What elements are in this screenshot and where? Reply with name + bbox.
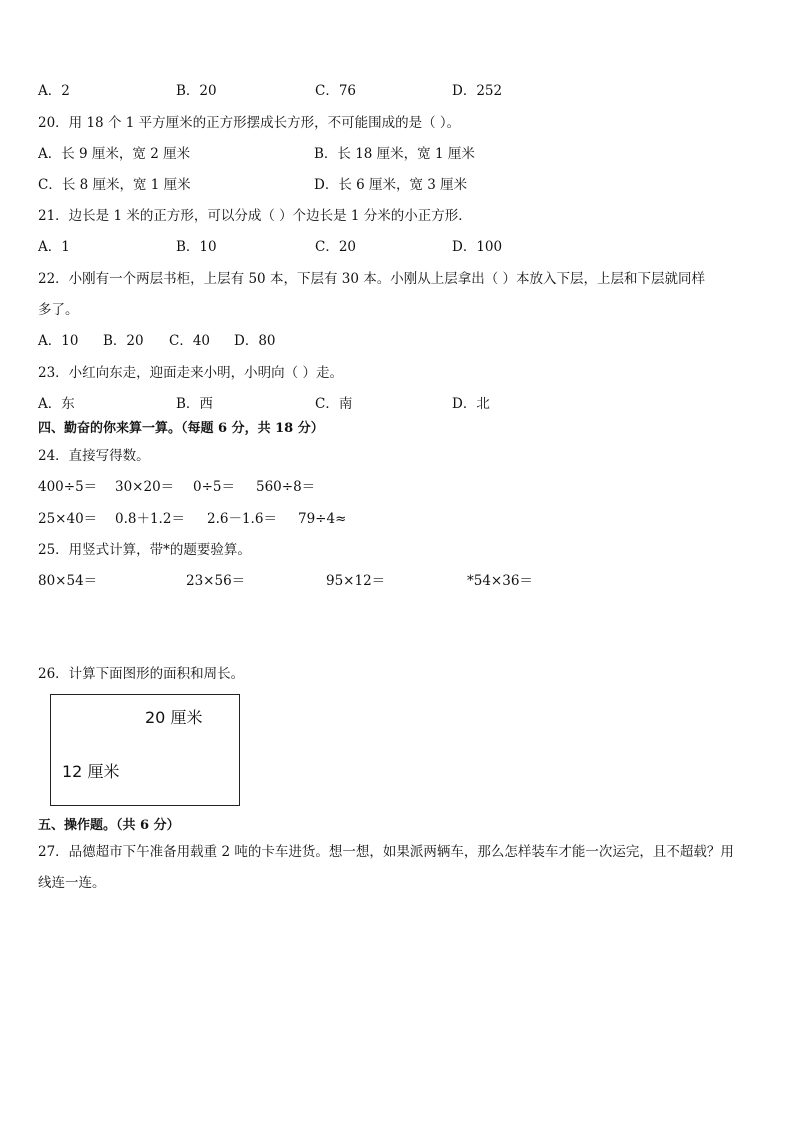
- q20-stem: 20．用 18 个 1 平方厘米的正方形摆成长方形，不可能围成的是（ ）。: [38, 115, 461, 131]
- q19-option-b: B．20: [176, 83, 217, 99]
- q21-option-a: A．1: [38, 239, 70, 255]
- q24-item-8: 79÷4≈: [298, 511, 347, 527]
- q21-option-b: B．10: [176, 239, 217, 255]
- q22-option-c: C．40: [169, 333, 211, 349]
- q27-stem-line2: 线连一连。: [38, 875, 106, 891]
- rectangle-length-label: 20 厘米: [145, 708, 203, 727]
- q24-item-2: 30×20＝: [115, 479, 175, 495]
- rectangle-figure: [50, 694, 240, 806]
- q22-option-d: D．80: [234, 333, 276, 349]
- q24-item-3: 0÷5＝: [193, 479, 235, 495]
- q21-stem: 21．边长是 1 米的正方形，可以分成（ ）个边长是 1 分米的小正方形．: [38, 208, 472, 224]
- q25-item-2: 23×56＝: [186, 573, 246, 589]
- q20-option-b: B．长 18 厘米，宽 1 厘米: [314, 146, 475, 162]
- q22-stem-line2: 多了。: [38, 302, 79, 318]
- q23-option-b: B．西: [176, 396, 213, 412]
- q24-stem: 24．直接写得数。: [38, 448, 150, 464]
- section-4-heading: 四、勤奋的你来算一算。（每题 6 分，共 18 分）: [38, 421, 324, 436]
- q26-stem: 26．计算下面图形的面积和周长。: [38, 666, 245, 682]
- q25-item-3: 95×12＝: [326, 573, 386, 589]
- q24-item-6: 0.8＋1.2＝: [115, 511, 185, 527]
- q19-option-a: A．2: [38, 83, 70, 99]
- q23-option-a: A．东: [38, 396, 75, 412]
- q22-option-b: B．20: [103, 333, 144, 349]
- q25-item-1: 80×54＝: [38, 573, 98, 589]
- q23-option-c: C．南: [315, 396, 353, 412]
- q21-option-d: D．100: [452, 239, 503, 255]
- q23-option-d: D．北: [452, 396, 490, 412]
- q19-option-d: D．252: [452, 83, 503, 99]
- q20-option-c: C．长 8 厘米，宽 1 厘米: [38, 177, 191, 193]
- q22-stem-line1: 22．小刚有一个两层书柜，上层有 50 本，下层有 30 本。小刚从上层拿出（ ）本放入下层，上层和下层就同样: [38, 271, 705, 287]
- q25-item-4: *54×36＝: [467, 573, 533, 589]
- q24-item-5: 25×40＝: [38, 511, 98, 527]
- q24-item-7: 2.6－1.6＝: [207, 511, 277, 527]
- q22-option-a: A．10: [38, 333, 79, 349]
- q24-item-1: 400÷5＝: [38, 479, 98, 495]
- q19-option-c: C．76: [315, 83, 357, 99]
- q20-option-a: A．长 9 厘米，宽 2 厘米: [38, 146, 191, 162]
- q27-stem-line1: 27．品德超市下午准备用载重 2 吨的卡车进货。想一想，如果派两辆车，那么怎样装车才能一次运完，且不超载？用: [38, 844, 734, 860]
- q23-stem: 23．小红向东走，迎面走来小明，小明向（ ）走。: [38, 365, 343, 381]
- section-5-heading: 五、操作题。（共 6 分）: [38, 818, 180, 833]
- rectangle-width-label: 12 厘米: [62, 762, 120, 781]
- q25-stem: 25．用竖式计算，带*的题要验算。: [38, 542, 251, 558]
- q20-option-d: D．长 6 厘米，宽 3 厘米: [314, 177, 468, 193]
- q21-option-c: C．20: [315, 239, 357, 255]
- q24-item-4: 560÷8＝: [256, 479, 316, 495]
